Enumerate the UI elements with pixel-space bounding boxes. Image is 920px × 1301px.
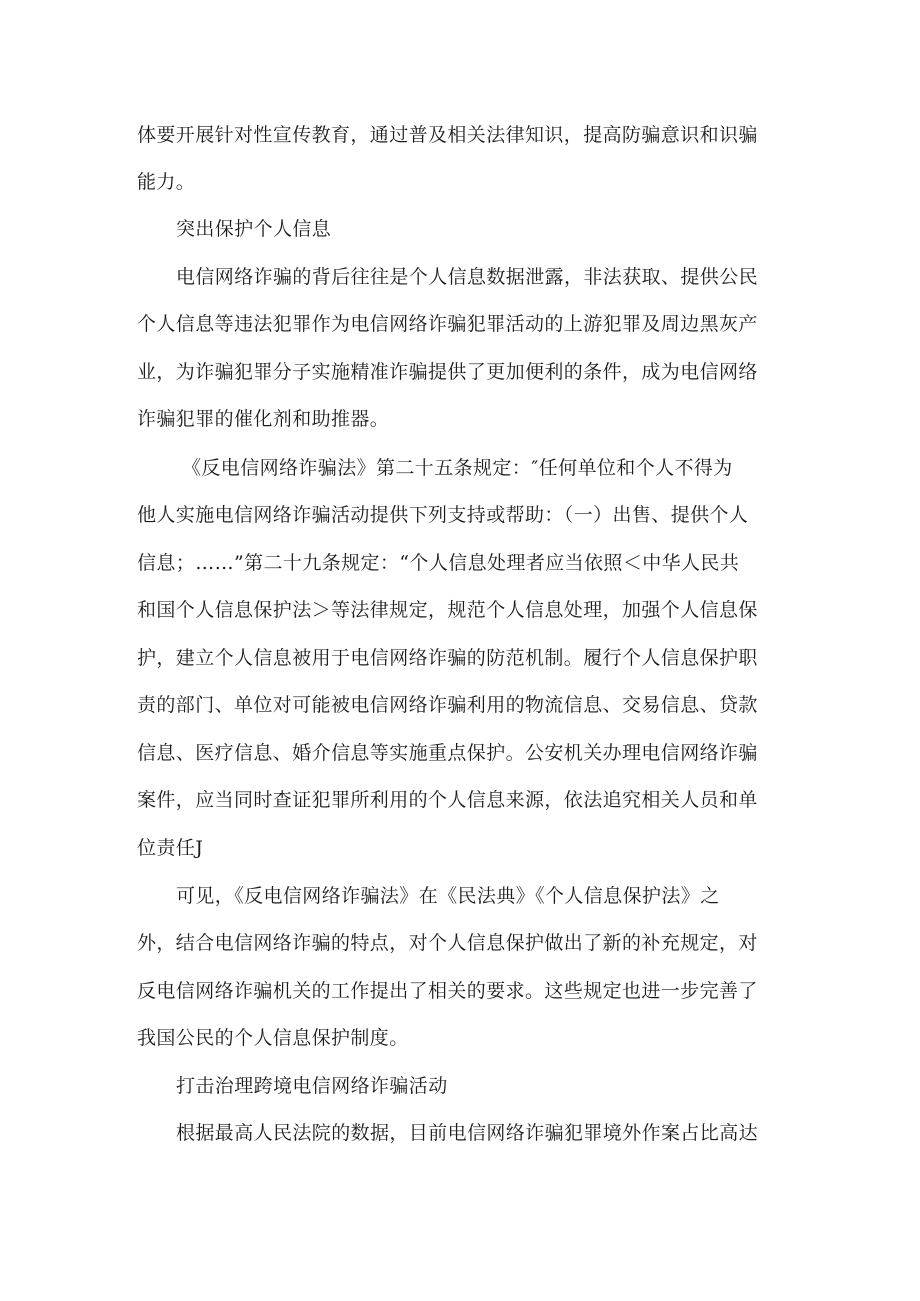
paragraph-line: 案件，应当同时查证犯罪所利用的个人信息来源，依法追究相关人员和单 — [137, 789, 758, 811]
paragraph-line: 责的部门、单位对可能被电信网络诈骗利用的物流信息、交易信息、贷款 — [137, 694, 758, 716]
paragraph-line: 信息、医疗信息、婚介信息等实施重点保护。公安机关办理电信网络诈骗 — [137, 742, 758, 764]
paragraph-line: 《反电信网络诈骗法》第二十五条规定：″任何单位和个人不得为 — [182, 457, 733, 479]
paragraph-line: 外，结合电信网络诈骗的特点，对个人信息保护做出了新的补充规定，对 — [137, 932, 758, 954]
paragraph-line: 他人实施电信网络诈骗活动提供下列支持或帮助：（一）出售、提供个人 — [137, 504, 749, 526]
paragraph-line: 个人信息等违法犯罪作为电信网络诈骗犯罪活动的上游犯罪及周边黑灰产 — [137, 313, 758, 335]
paragraph-line: 能力。 — [137, 171, 196, 193]
paragraph-line: 诈骗犯罪的催化剂和助推器。 — [137, 408, 390, 430]
section-heading: 打击治理跨境电信网络诈骗活动 — [176, 1075, 448, 1097]
paragraph-line: 和国个人信息保护法＞等法律规定，规范个人信息处理，加强个人信息保 — [137, 599, 758, 621]
section-heading: 突出保护个人信息 — [176, 218, 332, 240]
paragraph-line: 业，为诈骗犯罪分子实施精准诈骗提供了更加便利的条件，成为电信网络 — [137, 361, 758, 383]
paragraph-line: 可见，《反电信网络诈骗法》在《民法典》《个人信息保护法》之 — [176, 885, 720, 907]
paragraph-line: 我国公民的个人信息保护制度。 — [137, 1027, 409, 1049]
paragraph-line: 电信网络诈骗的背后往往是个人信息数据泄露，非法获取、提供公民 — [176, 266, 759, 288]
paragraph-line: 体要开展针对性宣传教育，通过普及相关法律知识，提高防骗意识和识骗 — [137, 124, 758, 146]
paragraph-line: 根据最高人民法院的数据，目前电信网络诈骗犯罪境外作案占比高达 — [176, 1122, 759, 1144]
paragraph-line: 位责任J — [137, 837, 204, 859]
paragraph-line: 护，建立个人信息被用于电信网络诈骗的防范机制。履行个人信息保护职 — [137, 647, 758, 669]
paragraph-line: 信息；……”第二十九条规定：“个人信息处理者应当依照＜中华人民共 — [137, 552, 740, 574]
paragraph-line: 反电信网络诈骗机关的工作提出了相关的要求。这些规定也进一步完善了 — [137, 980, 758, 1002]
